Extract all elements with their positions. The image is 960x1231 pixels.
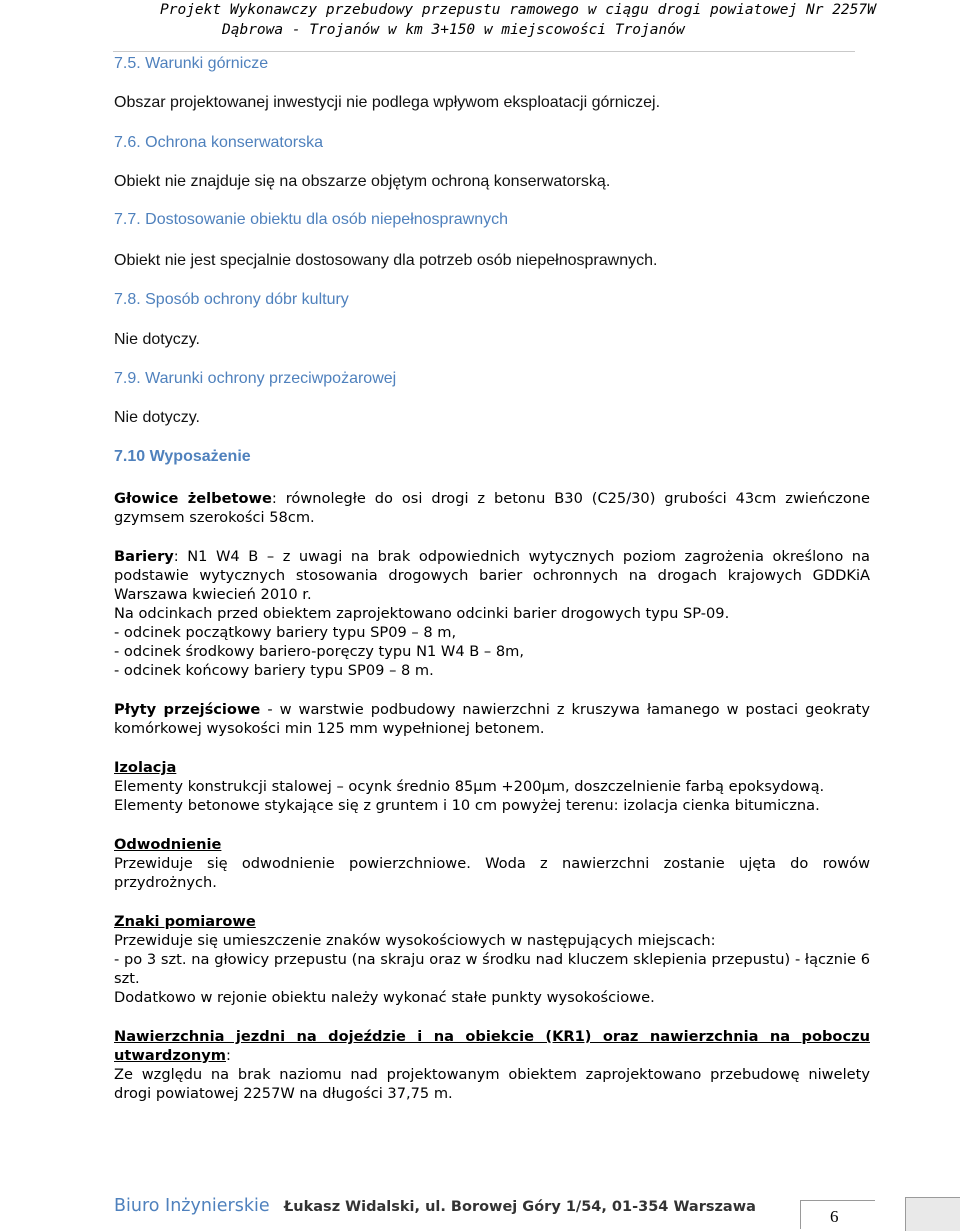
section-text [114,408,200,428]
znaki-label: Znaki pomiarowe [114,913,256,930]
nawierzchnia-label: Nawierzchnia jezdni na dojeździe i na obiekcie (KR1) oraz nawierzchnia na poboczu utwardzonym [114,1028,870,1064]
znaki-line: - po 3 szt. na głowicy przepustu (na skraju oraz w środku nad kluczem sklepienia przepustu) - łącznie 6 szt. [114,951,870,987]
footer-address: Łukasz Widalski, ul. Borowej Góry 1/54, 01-354 Warszawa [284,1199,756,1215]
plyty-paragraph [114,700,870,738]
section-text-7-8: Nie dotyczy. [114,331,200,348]
bariery-item: - odcinek końcowy bariery typu SP09 – 8 m. [114,662,434,679]
section-text-7-6: Obiekt nie znajduje się na obszarze objętym ochroną konserwatorską. [114,173,611,190]
section-7-10 [114,447,251,467]
section-text-7-5: Obszar projektowanej inwestycji nie podlega wpływom eksploatacji górniczej. [114,94,661,111]
bariery-line: Na odcinkach przed obiektem zaprojektowano odcinki barier drogowych typu SP-09. [114,605,730,622]
izolacja-line: Elementy betonowe stykające się z gruntem i 10 cm powyżej terenu: izolacja cienka bitumiczna. [114,797,820,814]
footer-brand: Biuro Inżynierskie [114,1196,270,1216]
odwodnienie-label: Odwodnienie [114,836,222,853]
znaki-line: Dodatkowo w rejonie obiektu należy wykonać stałe punkty wysokościowe. [114,989,655,1006]
section-text-7-7: Obiekt nie jest specjalnie dostosowany dla potrzeb osób niepełnosprawnych. [114,252,658,269]
bariery-text: : N1 W4 B – z uwagi na brak odpowiednich wytycznych poziom zagrożenia określono na podstawie wytycznych stosowania drogowych barier ochronnych na drogach krajowych GDDKiA Warszawa kwiecień 2010 r. [114,548,870,603]
section-7-8 [114,290,349,310]
section-text [114,93,870,113]
page-number: 6 [830,1207,839,1226]
nawierzchnia-heading [114,1027,870,1065]
bariery-item: - odcinek środkowy bariero-poręczy typu N1 W4 B – 8m, [114,643,524,660]
nawierzchnia-text: Ze względu na brak naziomu nad projektowanym obiektem zaprojektowano przebudowę niwelety drogi powiatowej 2257W na długości 37,75 m. [114,1066,870,1102]
glowice-paragraph [114,489,870,527]
section-text-7-9: Nie dotyczy. [114,409,200,426]
izolacja-line: Elementy konstrukcji stalowej – ocynk średnio 85µm +200µm, doszczelnienie farbą epoksydową. [114,778,825,795]
footer-corner-decoration [905,1197,960,1231]
section-text [114,330,200,350]
odwodnienie-text: Przewiduje się odwodnienie powierzchniowe. Woda z nawierzchni zostanie ujęta do rowów przydrożnych. [114,855,870,891]
nawierzchnia-colon: : [225,1047,231,1064]
page-header [0,0,960,50]
header-divider [113,51,855,52]
bariery-item: - odcinek początkowy bariery typu SP09 – 8 m, [114,624,457,641]
page-footer [114,1192,874,1222]
equipment-list [114,489,870,1103]
section-text [114,172,610,192]
glowice-label: Głowice żelbetowe [114,490,272,507]
section-7-5 [114,54,870,74]
section-heading: 7.10 Wyposażenie [114,448,251,465]
plyty-text: - w warstwie podbudowy nawierzchni z kruszywa łamanego w postaci geokraty komórkowej wysokości min 125 mm wypełnionej betonem. [114,701,870,737]
header-title-line2: Dąbrowa - Trojanów w km 3+150 w miejscowości Trojanów [222,22,685,38]
plyty-label: Płyty przejściowe [114,701,261,718]
bariery-label: Bariery [114,548,174,565]
izolacja-label: Izolacja [114,759,177,776]
znaki-line: Przewiduje się umieszczenie znaków wysokościowych w następujących miejscach: [114,932,716,949]
section-heading: 7.8. Sposób ochrony dóbr kultury [114,291,349,308]
section-7-9 [114,369,396,389]
header-title-line1: Projekt Wykonawczy przebudowy przepustu ramowego w ciągu drogi powiatowej Nr 2257W [160,2,876,18]
section-7-7 [114,210,508,230]
bariery-paragraph [114,547,870,604]
section-heading: 7.6. Ochrona konserwatorska [114,134,323,151]
section-heading: 7.9. Warunki ochrony przeciwpożarowej [114,370,397,387]
section-heading: 7.5. Warunki górnicze [114,55,269,72]
section-7-6 [114,133,323,153]
glowice-text: : równoległe do osi drogi z betonu B30 (C25/30) grubości 43cm zwieńczone gzymsem szerokości 58cm. [114,490,870,526]
section-heading: 7.7. Dostosowanie obiektu dla osób niepełnosprawnych [114,211,509,228]
section-text [114,251,657,271]
